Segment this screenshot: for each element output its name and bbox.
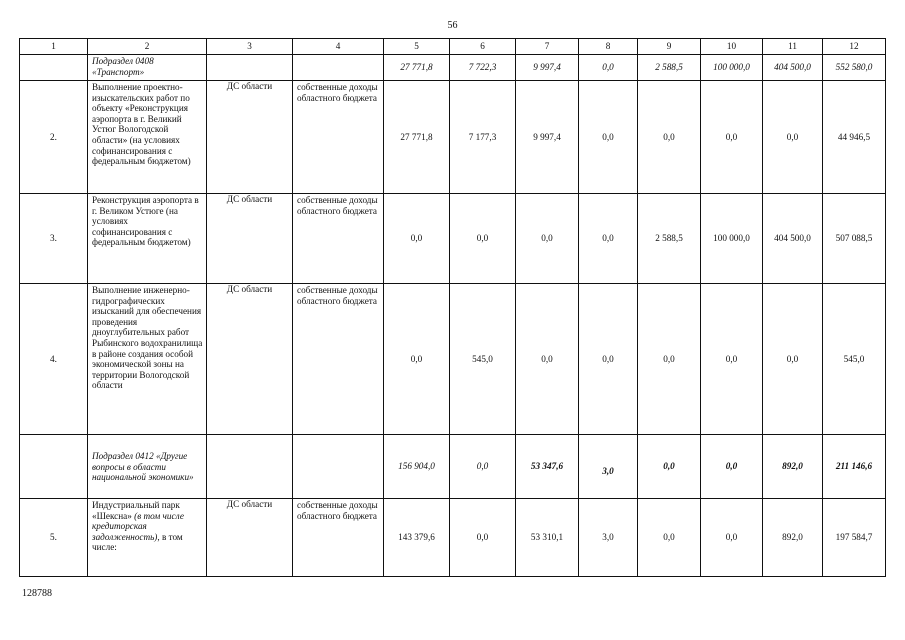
row-value: 143 379,6 <box>384 499 450 577</box>
row-title: Выполнение инженерно-гидрографических изысканий для обеспечения проведения дноуглубительных работ Рыбинского водохранилища в районе создания особой экономической зоны на территории Вологодской области <box>88 284 207 435</box>
row-funding <box>293 55 384 81</box>
row-value: 0,0 <box>701 499 763 577</box>
row-value: 0,0 <box>450 194 516 284</box>
table-row <box>20 284 886 435</box>
row-value: 0,0 <box>701 435 763 499</box>
row-value: 211 146,6 <box>823 435 886 499</box>
row-funding: собственные доходы областного бюджета <box>293 194 384 284</box>
table-row <box>20 194 886 284</box>
row-value: 0,0 <box>763 284 823 435</box>
row-source: ДС области <box>207 81 293 194</box>
row-number: 4. <box>20 284 88 435</box>
row-title <box>88 499 207 577</box>
row-value: 156 904,0 <box>384 435 450 499</box>
row-value: 404 500,0 <box>763 194 823 284</box>
row-source: ДС области <box>207 284 293 435</box>
row-value: 0,0 <box>701 81 763 194</box>
row-value: 0,0 <box>579 55 638 81</box>
row-value: 0,0 <box>579 284 638 435</box>
row-title-note: (в том числе кредиторская задолженность) <box>92 510 184 542</box>
column-header: 1 <box>20 39 88 55</box>
row-number: 3. <box>20 194 88 284</box>
row-value: 44 946,5 <box>823 81 886 194</box>
row-value: 0,0 <box>579 194 638 284</box>
row-number: 2. <box>20 81 88 194</box>
row-title: Выполнение проектно-изыскательских работ по объекту «Реконструкция аэропорта в г. Великий Устюг Вологодской области» (на условиях софинансирования с федеральным бюджетом) <box>88 81 207 194</box>
row-value: 0,0 <box>638 435 701 499</box>
column-header: 7 <box>516 39 579 55</box>
row-title: Подраздел 0408 «Транспорт» <box>88 55 207 81</box>
row-title: Реконструкция аэропорта в г. Великом Устюге (на условиях софинансирования с федеральным бюджетом) <box>88 194 207 284</box>
row-funding <box>293 435 384 499</box>
column-header: 9 <box>638 39 701 55</box>
row-value: 100 000,0 <box>701 55 763 81</box>
row-value: 27 771,8 <box>384 81 450 194</box>
row-value: 545,0 <box>823 284 886 435</box>
row-number: 5. <box>20 499 88 577</box>
row-value: 2 588,5 <box>638 194 701 284</box>
row-funding: собственные доходы областного бюджета <box>293 81 384 194</box>
column-header: 6 <box>450 39 516 55</box>
column-header: 10 <box>701 39 763 55</box>
row-source: ДС области <box>207 499 293 577</box>
row-value: 404 500,0 <box>763 55 823 81</box>
column-header: 3 <box>207 39 293 55</box>
row-value: 0,0 <box>763 81 823 194</box>
row-value: 197 584,7 <box>823 499 886 577</box>
row-value: 0,0 <box>516 284 579 435</box>
row-value: 0,0 <box>450 499 516 577</box>
row-value: 0,0 <box>384 194 450 284</box>
row-value: 0,0 <box>638 284 701 435</box>
column-header: 11 <box>763 39 823 55</box>
row-value: 3,0 <box>579 499 638 577</box>
row-source <box>207 55 293 81</box>
column-number-row <box>20 39 886 55</box>
column-header: 2 <box>88 39 207 55</box>
row-value: 507 088,5 <box>823 194 886 284</box>
row-value: 2 588,5 <box>638 55 701 81</box>
table-row <box>20 435 886 499</box>
table-row <box>20 499 886 577</box>
row-title-main: Индустриальный парк «Шексна» <box>92 500 180 521</box>
column-header: 12 <box>823 39 886 55</box>
row-funding: собственные доходы областного бюджета <box>293 499 384 577</box>
row-value: 0,0 <box>701 284 763 435</box>
row-value: 892,0 <box>763 435 823 499</box>
row-source: ДС области <box>207 194 293 284</box>
row-value: 552 580,0 <box>823 55 886 81</box>
row-title: Подраздел 0412 «Другие вопросы в области национальной экономики» <box>88 435 207 499</box>
row-value: 0,0 <box>638 81 701 194</box>
row-number <box>20 435 88 499</box>
row-value: 7 722,3 <box>450 55 516 81</box>
row-title-tail: , в том числе: <box>92 531 183 553</box>
row-value: 7 177,3 <box>450 81 516 194</box>
row-value: 53 310,1 <box>516 499 579 577</box>
row-funding: собственные доходы областного бюджета <box>293 284 384 435</box>
row-value: 100 000,0 <box>701 194 763 284</box>
row-value: 545,0 <box>450 284 516 435</box>
row-value: 0,0 <box>638 499 701 577</box>
row-source <box>207 435 293 499</box>
table-row <box>20 81 886 194</box>
row-value: 0,0 <box>516 194 579 284</box>
page-number: 56 <box>447 20 458 31</box>
row-value: 9 997,4 <box>516 81 579 194</box>
document-id: 128788 <box>22 588 52 599</box>
row-value: 3,0 <box>579 435 638 499</box>
column-header: 5 <box>384 39 450 55</box>
row-value: 27 771,8 <box>384 55 450 81</box>
column-header: 4 <box>293 39 384 55</box>
row-value: 0,0 <box>384 284 450 435</box>
row-number <box>20 55 88 81</box>
row-value: 0,0 <box>450 435 516 499</box>
row-value: 0,0 <box>579 81 638 194</box>
row-value: 53 347,6 <box>516 435 579 499</box>
column-header: 8 <box>579 39 638 55</box>
row-value: 892,0 <box>763 499 823 577</box>
row-value: 9 997,4 <box>516 55 579 81</box>
budget-table <box>19 38 886 577</box>
table-row <box>20 55 886 81</box>
